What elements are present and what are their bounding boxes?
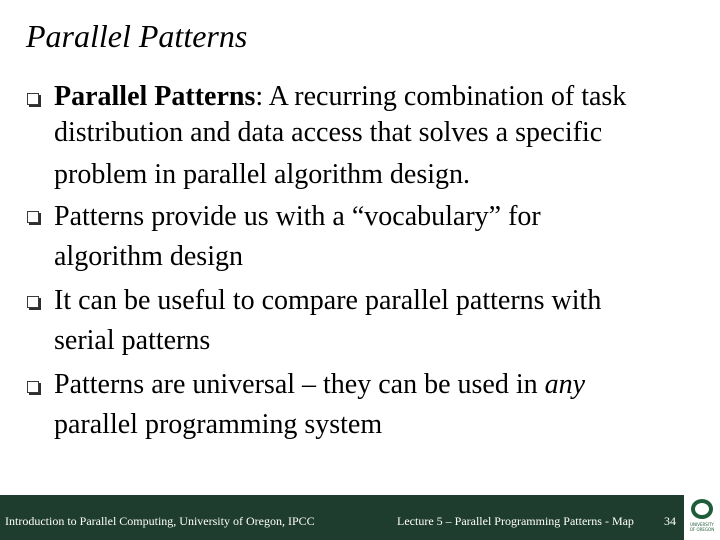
bullet-line: parallel programming system [54,409,383,440]
bullet-line: algorithm design [54,241,243,272]
term-bold: Parallel Patterns [54,81,256,112]
footer-course-title: Introduction to Parallel Computing, University of Oregon, IPCC [5,514,315,528]
bullet-line: problem in parallel algorithm design. [54,159,471,190]
university-logo-icon [684,495,720,540]
footer-lecture-title: Lecture 5 – Parallel Programming Patterns - Map [397,514,634,528]
logo-o-mark [691,499,713,519]
bullet-line: serial patterns [54,325,211,356]
bullet-line: It can be useful to compare parallel patterns with [54,285,602,316]
definition-text: : A recurring combination of task [255,81,627,112]
page-number: 34 [664,514,676,528]
square-bullet-icon [27,296,39,308]
square-bullet-icon [27,93,39,105]
square-bullet-icon [27,381,39,393]
bullet-line: distribution and data access that solves a specific [54,117,603,148]
emphasis-text: any [544,369,586,400]
footer-bar [0,495,720,540]
bullet-text: Patterns are universal – they can be used in [54,369,545,400]
logo-text: UNIVERSITY OF OREGON [689,522,715,532]
bullet-line [54,364,585,406]
slide-title: Parallel Patterns [26,18,248,54]
bullet-line: Patterns provide us with a “vocabulary” for [54,201,541,232]
square-bullet-icon [27,211,39,223]
